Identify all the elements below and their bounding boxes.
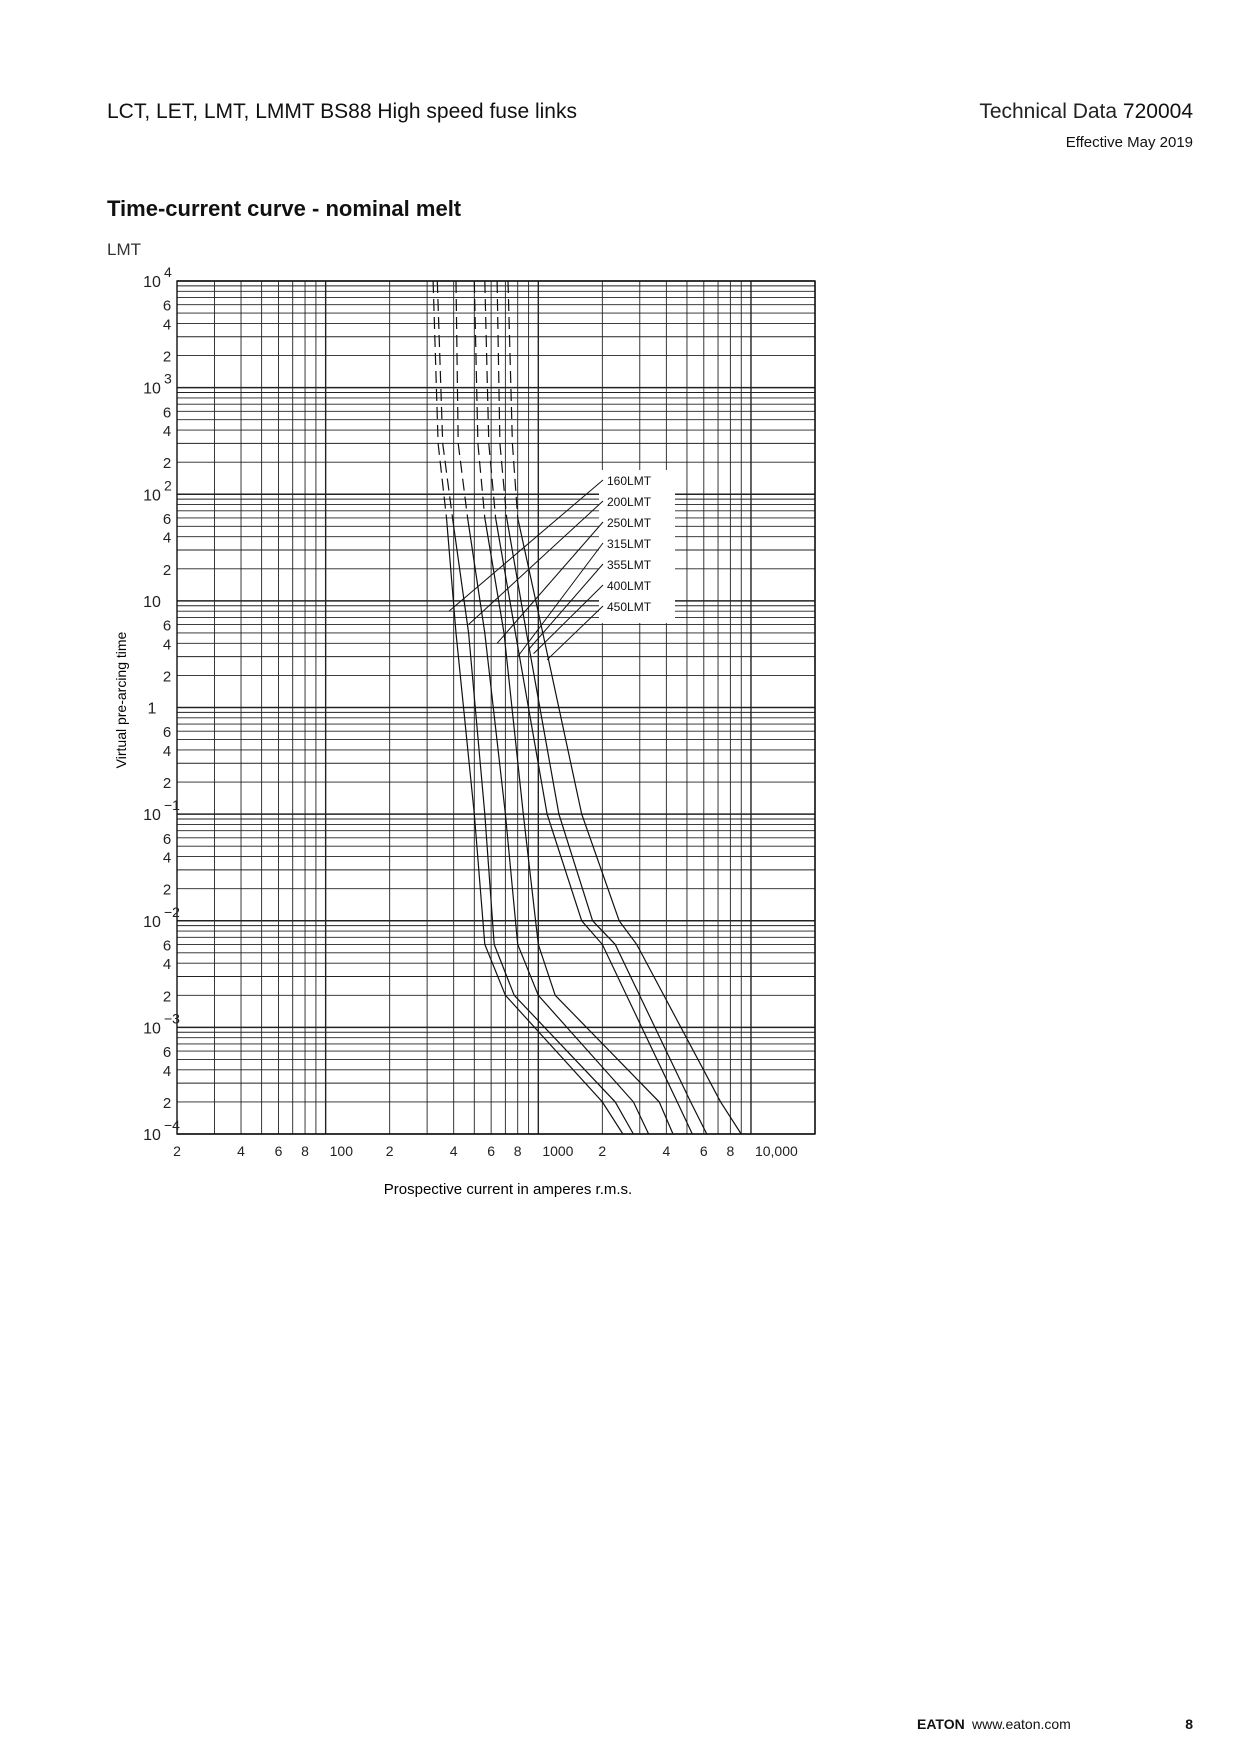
x-tick-label: 2	[385, 1143, 394, 1159]
y-minor-tick-label: 2	[162, 455, 172, 473]
section-title: Time-current curve - nominal melt	[107, 196, 462, 221]
y-tick-label: 10	[143, 1127, 161, 1144]
y-minor-tick-label: 6	[162, 617, 172, 635]
effective-date: Effective May 2019	[1065, 134, 1193, 151]
y-tick-exponent: 3	[164, 370, 172, 387]
curve-dashed-200LMT	[437, 281, 452, 518]
y-tick-label: 10	[143, 274, 161, 291]
y-tick-exponent: 2	[164, 477, 172, 494]
chart-major-grid	[177, 281, 815, 1134]
y-minor-tick-label: 2	[162, 668, 172, 686]
y-axis-label: Virtual pre-arcing time	[113, 631, 129, 769]
x-tick-label: 4	[237, 1143, 245, 1159]
y-minor-tick-label: 2	[162, 348, 172, 366]
y-tick-exponent: −4	[164, 1117, 180, 1133]
y-minor-tick-label: 6	[162, 724, 172, 742]
x-tick-label: 2	[173, 1143, 181, 1159]
y-minor-tick-label: 4	[162, 956, 172, 974]
y-minor-tick-label: 4	[162, 1062, 172, 1080]
curve-dashed-250LMT	[456, 281, 468, 518]
y-minor-tick-label: 4	[162, 529, 172, 547]
legend-label-160LMT: 160LMT	[607, 474, 652, 488]
y-minor-tick-label: 2	[162, 988, 172, 1006]
x-tick-label: 2	[598, 1143, 607, 1159]
y-axis-ticks	[143, 264, 180, 1144]
legend-label-400LMT: 400LMT	[607, 579, 652, 593]
x-tick-label: 4	[449, 1143, 458, 1159]
y-minor-tick-label: 4	[162, 636, 172, 654]
y-minor-tick-label: 6	[162, 404, 172, 422]
curve-dashed-355LMT	[485, 281, 496, 518]
legend-label-315LMT: 315LMT	[607, 537, 652, 551]
y-tick-label: 10	[143, 593, 161, 611]
y-tick-exponent: 4	[164, 264, 172, 280]
y-minor-tick-label: 4	[162, 849, 172, 867]
x-tick-label: 6	[274, 1143, 283, 1159]
x-tick-label: 1000	[542, 1143, 574, 1159]
y-minor-tick-label: 4	[162, 423, 172, 441]
y-minor-tick-label: 2	[162, 881, 172, 899]
legend-label-355LMT: 355LMT	[607, 558, 652, 572]
y-tick-exponent: −1	[164, 797, 180, 814]
chart-subtitle: LMT	[107, 240, 141, 259]
x-tick-label: 10,000	[754, 1143, 798, 1159]
legend-label-450LMT: 450LMT	[607, 600, 652, 614]
technical-data-number: 720004	[1122, 100, 1193, 123]
x-tick-label: 8	[726, 1143, 735, 1159]
y-tick-label: 1	[147, 700, 157, 718]
y-minor-tick-label: 6	[162, 510, 172, 528]
y-tick-exponent: −3	[164, 1010, 180, 1027]
x-tick-label: 6	[487, 1143, 496, 1159]
y-minor-tick-label: 6	[162, 297, 172, 315]
y-minor-tick-label: 4	[162, 316, 172, 334]
legend-label-200LMT: 200LMT	[607, 495, 652, 509]
legend-leader-line	[518, 543, 603, 657]
technical-data-text: Technical Data	[979, 100, 1118, 123]
y-tick-exponent: −2	[164, 903, 180, 920]
curve-160LMT	[447, 518, 623, 1134]
y-tick-label: 10	[143, 913, 161, 931]
y-minor-tick-label: 4	[162, 742, 172, 760]
y-minor-tick-label: 6	[162, 830, 172, 848]
x-tick-label: 100	[329, 1143, 354, 1159]
page-number: 8	[1185, 1716, 1193, 1732]
y-minor-tick-label: 2	[162, 775, 172, 793]
curve-dashed-450LMT	[508, 281, 518, 518]
y-tick-label: 10	[143, 1020, 161, 1038]
footer-url[interactable]: www.eaton.com	[972, 1716, 1071, 1732]
x-axis-ticks	[173, 1143, 798, 1159]
y-minor-tick-label: 6	[162, 937, 172, 955]
curve-dashed-160LMT	[433, 281, 446, 518]
y-minor-tick-label: 2	[162, 561, 172, 579]
y-tick-label: 10	[143, 380, 161, 398]
legend-leader-line	[529, 564, 603, 649]
x-tick-label: 4	[662, 1143, 671, 1159]
y-tick-label: 10	[143, 487, 161, 505]
curve-dashed-315LMT	[474, 281, 485, 518]
footer-brand: EATON	[917, 1716, 965, 1732]
legend-label-250LMT: 250LMT	[607, 516, 652, 530]
x-tick-label: 6	[699, 1143, 708, 1159]
x-tick-label: 8	[301, 1143, 309, 1159]
document-title: LCT, LET, LMT, LMMT BS88 High speed fuse links	[107, 100, 577, 123]
x-tick-label: 8	[513, 1143, 522, 1159]
y-minor-tick-label: 2	[162, 1094, 172, 1112]
y-minor-tick-label: 6	[162, 1044, 172, 1062]
x-axis-label: Prospective current in amperes r.m.s.	[383, 1181, 633, 1198]
y-tick-label: 10	[143, 807, 161, 825]
